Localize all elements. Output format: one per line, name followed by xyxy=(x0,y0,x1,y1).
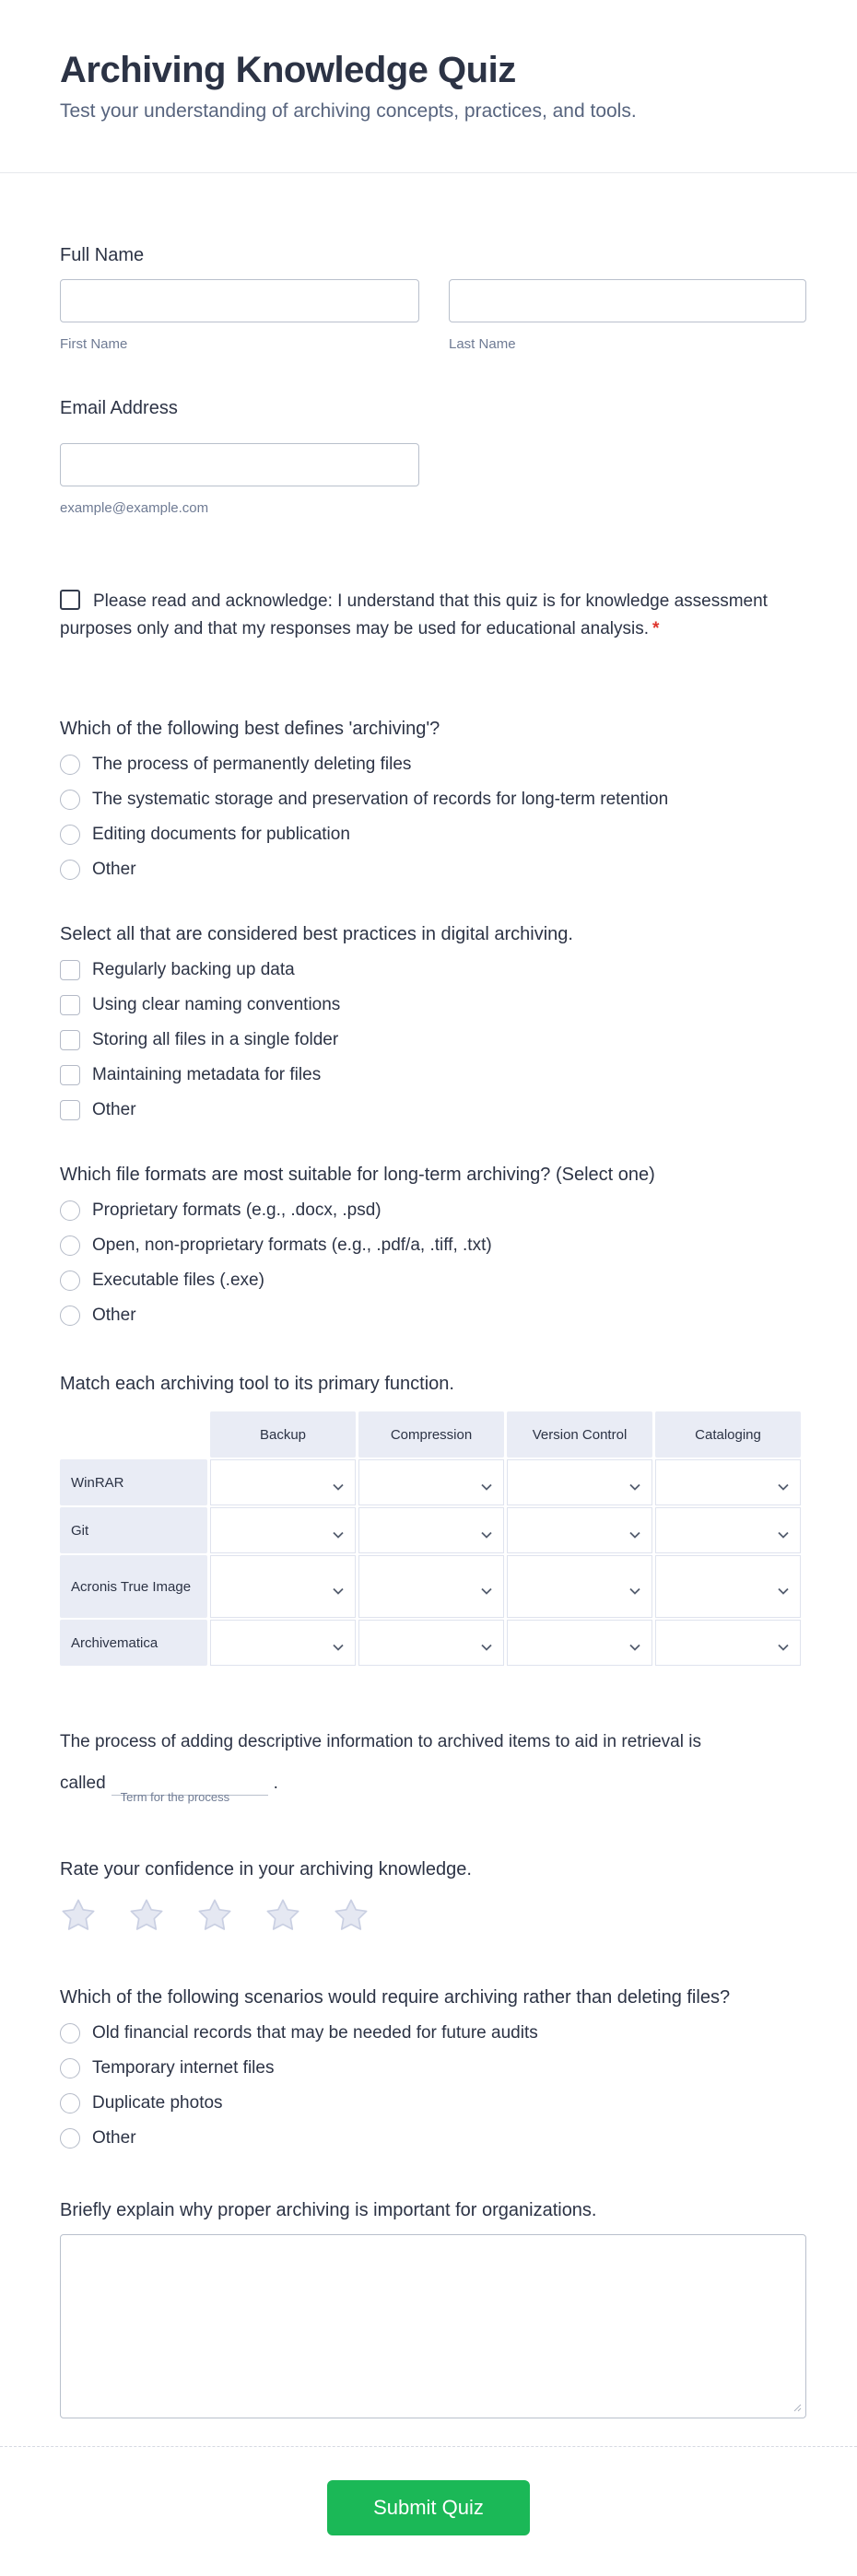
matrix-column-header: Version Control xyxy=(507,1411,652,1458)
matrix-select[interactable] xyxy=(210,1507,356,1553)
option-label: Other xyxy=(92,1100,136,1119)
chevron-down-icon xyxy=(481,1479,492,1494)
acknowledge-text: Please read and acknowledge: I understand that this quiz is for knowledge assessment purposes only and that my responses may be used for educational analysis. xyxy=(60,591,768,638)
page-title: Archiving Knowledge Quiz xyxy=(60,50,516,90)
acknowledge-field[interactable] xyxy=(60,588,806,643)
matrix-row-label: WinRAR xyxy=(60,1459,207,1505)
option-label: Old financial records that may be needed for future audits xyxy=(92,2023,538,2043)
email-input[interactable] xyxy=(60,443,419,486)
question-best-practices-label: Select all that are considered best practices in digital archiving. xyxy=(60,924,573,944)
star-rating xyxy=(60,1897,806,1934)
fill-text-line2: called xyxy=(60,1774,106,1793)
matrix-table xyxy=(57,1410,804,1668)
question-rating xyxy=(60,1859,806,1934)
checkbox-option[interactable] xyxy=(60,1100,806,1120)
chevron-down-icon xyxy=(778,1527,789,1542)
matrix-select[interactable] xyxy=(655,1459,801,1505)
radio-icon xyxy=(60,2023,80,2043)
resize-handle-icon[interactable] xyxy=(792,2403,802,2412)
option-label: Duplicate photos xyxy=(92,2093,223,2113)
fill-blank-sublabel: Term for the process xyxy=(120,1790,230,1804)
star-icon[interactable] xyxy=(333,1897,370,1934)
radio-option[interactable] xyxy=(60,2058,806,2078)
chevron-down-icon xyxy=(333,1479,344,1494)
email-sublabel: example@example.com xyxy=(60,500,209,516)
radio-option[interactable] xyxy=(60,755,806,775)
last-name-input[interactable] xyxy=(449,279,806,322)
matrix-select[interactable] xyxy=(210,1555,356,1618)
matrix-select[interactable] xyxy=(358,1459,504,1505)
required-asterisk: * xyxy=(652,619,660,638)
chevron-down-icon xyxy=(481,1583,492,1598)
radio-icon xyxy=(60,1306,80,1326)
fill-text-period: . xyxy=(273,1774,278,1793)
option-label: Open, non-proprietary formats (e.g., .pdf/a, .tiff, .txt) xyxy=(92,1235,492,1255)
form-body xyxy=(0,173,857,2418)
question-file-formats xyxy=(60,1165,806,1326)
last-name-col xyxy=(449,279,806,352)
radio-icon xyxy=(60,1235,80,1256)
matrix-select[interactable] xyxy=(507,1620,652,1666)
question-define-archiving xyxy=(60,719,806,880)
matrix-select[interactable] xyxy=(507,1459,652,1505)
radio-icon xyxy=(60,860,80,880)
matrix-select[interactable] xyxy=(358,1507,504,1553)
matrix-corner xyxy=(60,1411,207,1458)
chevron-down-icon xyxy=(481,1639,492,1655)
chevron-down-icon xyxy=(778,1639,789,1655)
first-name-input[interactable] xyxy=(60,279,419,322)
question-explain-label: Briefly explain why proper archiving is important for organizations. xyxy=(60,2200,597,2220)
checkbox-option[interactable] xyxy=(60,1065,806,1085)
question-define-label: Which of the following best defines 'archiving'? xyxy=(60,719,440,739)
question-file-formats-label: Which file formats are most suitable for long-term archiving? (Select one) xyxy=(60,1165,655,1185)
matrix-row-label: Git xyxy=(60,1507,207,1553)
question-rating-label: Rate your confidence in your archiving knowledge. xyxy=(60,1859,472,1879)
star-icon[interactable] xyxy=(128,1897,165,1934)
star-icon[interactable] xyxy=(264,1897,301,1934)
checkbox-icon xyxy=(60,995,80,1015)
chevron-down-icon xyxy=(778,1479,789,1494)
option-label: Temporary internet files xyxy=(92,2058,275,2078)
radio-option[interactable] xyxy=(60,1200,806,1221)
form-footer xyxy=(0,2447,857,2576)
option-label: Other xyxy=(92,2128,136,2148)
radio-icon xyxy=(60,790,80,810)
matrix-select[interactable] xyxy=(358,1555,504,1618)
chevron-down-icon xyxy=(629,1527,640,1542)
star-icon[interactable] xyxy=(196,1897,233,1934)
full-name-field xyxy=(60,245,806,352)
option-label: Other xyxy=(92,1306,136,1325)
chevron-down-icon xyxy=(333,1527,344,1542)
matrix-column-header: Backup xyxy=(210,1411,356,1458)
option-label: The systematic storage and preservation of records for long-term retention xyxy=(92,790,669,809)
checkbox-icon xyxy=(60,1065,80,1085)
radio-option[interactable] xyxy=(60,825,806,845)
first-name-sublabel: First Name xyxy=(60,336,128,352)
matrix-select[interactable] xyxy=(507,1507,652,1553)
question-match-tools xyxy=(60,1374,806,1668)
checkbox-option[interactable] xyxy=(60,995,806,1015)
question-best-practices xyxy=(60,924,806,1120)
matrix-column-header: Cataloging xyxy=(655,1411,801,1458)
radio-icon xyxy=(60,2093,80,2113)
matrix-select[interactable] xyxy=(210,1620,356,1666)
chevron-down-icon xyxy=(629,1479,640,1494)
checkbox-option[interactable] xyxy=(60,960,806,980)
matrix-select[interactable] xyxy=(507,1555,652,1618)
option-label: Regularly backing up data xyxy=(92,960,295,979)
email-field xyxy=(60,398,806,516)
question-scenarios-label: Which of the following scenarios would require archiving rather than deleting files? xyxy=(60,1987,731,2008)
chevron-down-icon xyxy=(629,1639,640,1655)
radio-option[interactable] xyxy=(60,1306,806,1326)
radio-option[interactable] xyxy=(60,1270,806,1291)
form-header xyxy=(0,0,857,173)
option-label: Proprietary formats (e.g., .docx, .psd) xyxy=(92,1200,382,1220)
checkbox-icon xyxy=(60,1100,80,1120)
chevron-down-icon xyxy=(333,1639,344,1655)
acknowledge-checkbox[interactable] xyxy=(60,590,80,610)
fill-blank-wrap xyxy=(112,1762,268,1804)
matrix-row-label: Acronis True Image xyxy=(60,1555,207,1618)
chevron-down-icon xyxy=(481,1527,492,1542)
question-match-label: Match each archiving tool to its primary function. xyxy=(60,1374,454,1394)
matrix-select[interactable] xyxy=(655,1555,801,1618)
radio-option[interactable] xyxy=(60,790,806,810)
option-label: Other xyxy=(92,860,136,879)
checkbox-icon xyxy=(60,1030,80,1050)
radio-icon xyxy=(60,2128,80,2149)
question-scenarios xyxy=(60,1987,806,2149)
option-label: Storing all files in a single folder xyxy=(92,1030,339,1049)
star-icon[interactable] xyxy=(60,1897,97,1934)
full-name-label: Full Name xyxy=(60,245,145,265)
checkbox-icon xyxy=(60,960,80,980)
chevron-down-icon xyxy=(629,1583,640,1598)
radio-icon xyxy=(60,1270,80,1291)
radio-option[interactable] xyxy=(60,860,806,880)
matrix-select[interactable] xyxy=(358,1620,504,1666)
question-explain xyxy=(60,2200,806,2418)
radio-icon xyxy=(60,1200,80,1221)
email-label: Email Address xyxy=(60,398,178,418)
radio-icon xyxy=(60,2058,80,2078)
explain-textarea[interactable] xyxy=(60,2234,806,2418)
checkbox-option[interactable] xyxy=(60,1030,806,1050)
radio-option[interactable] xyxy=(60,2128,806,2149)
chevron-down-icon xyxy=(333,1583,344,1598)
matrix-column-header: Compression xyxy=(358,1411,504,1458)
fill-text-line1: The process of adding descriptive information to archived items to aid in retrieval is xyxy=(60,1732,701,1751)
radio-option[interactable] xyxy=(60,2023,806,2043)
page-subtitle: Test your understanding of archiving concepts, practices, and tools. xyxy=(60,100,637,122)
question-fill-blank xyxy=(60,1721,806,1804)
radio-icon xyxy=(60,755,80,775)
radio-option[interactable] xyxy=(60,2093,806,2113)
matrix-select[interactable] xyxy=(210,1459,356,1505)
option-label: Editing documents for publication xyxy=(92,825,350,844)
option-label: The process of permanently deleting files xyxy=(92,755,412,774)
chevron-down-icon xyxy=(778,1583,789,1598)
matrix-row-label: Archivematica xyxy=(60,1620,207,1666)
matrix-select[interactable] xyxy=(655,1507,801,1553)
first-name-col xyxy=(60,279,419,352)
option-label: Maintaining metadata for files xyxy=(92,1065,322,1084)
radio-option[interactable] xyxy=(60,1235,806,1256)
option-label: Executable files (.exe) xyxy=(92,1270,264,1290)
submit-button[interactable]: Submit Quiz xyxy=(327,2480,530,2535)
radio-icon xyxy=(60,825,80,845)
last-name-sublabel: Last Name xyxy=(449,336,516,352)
matrix-select[interactable] xyxy=(655,1620,801,1666)
option-label: Using clear naming conventions xyxy=(92,995,341,1014)
